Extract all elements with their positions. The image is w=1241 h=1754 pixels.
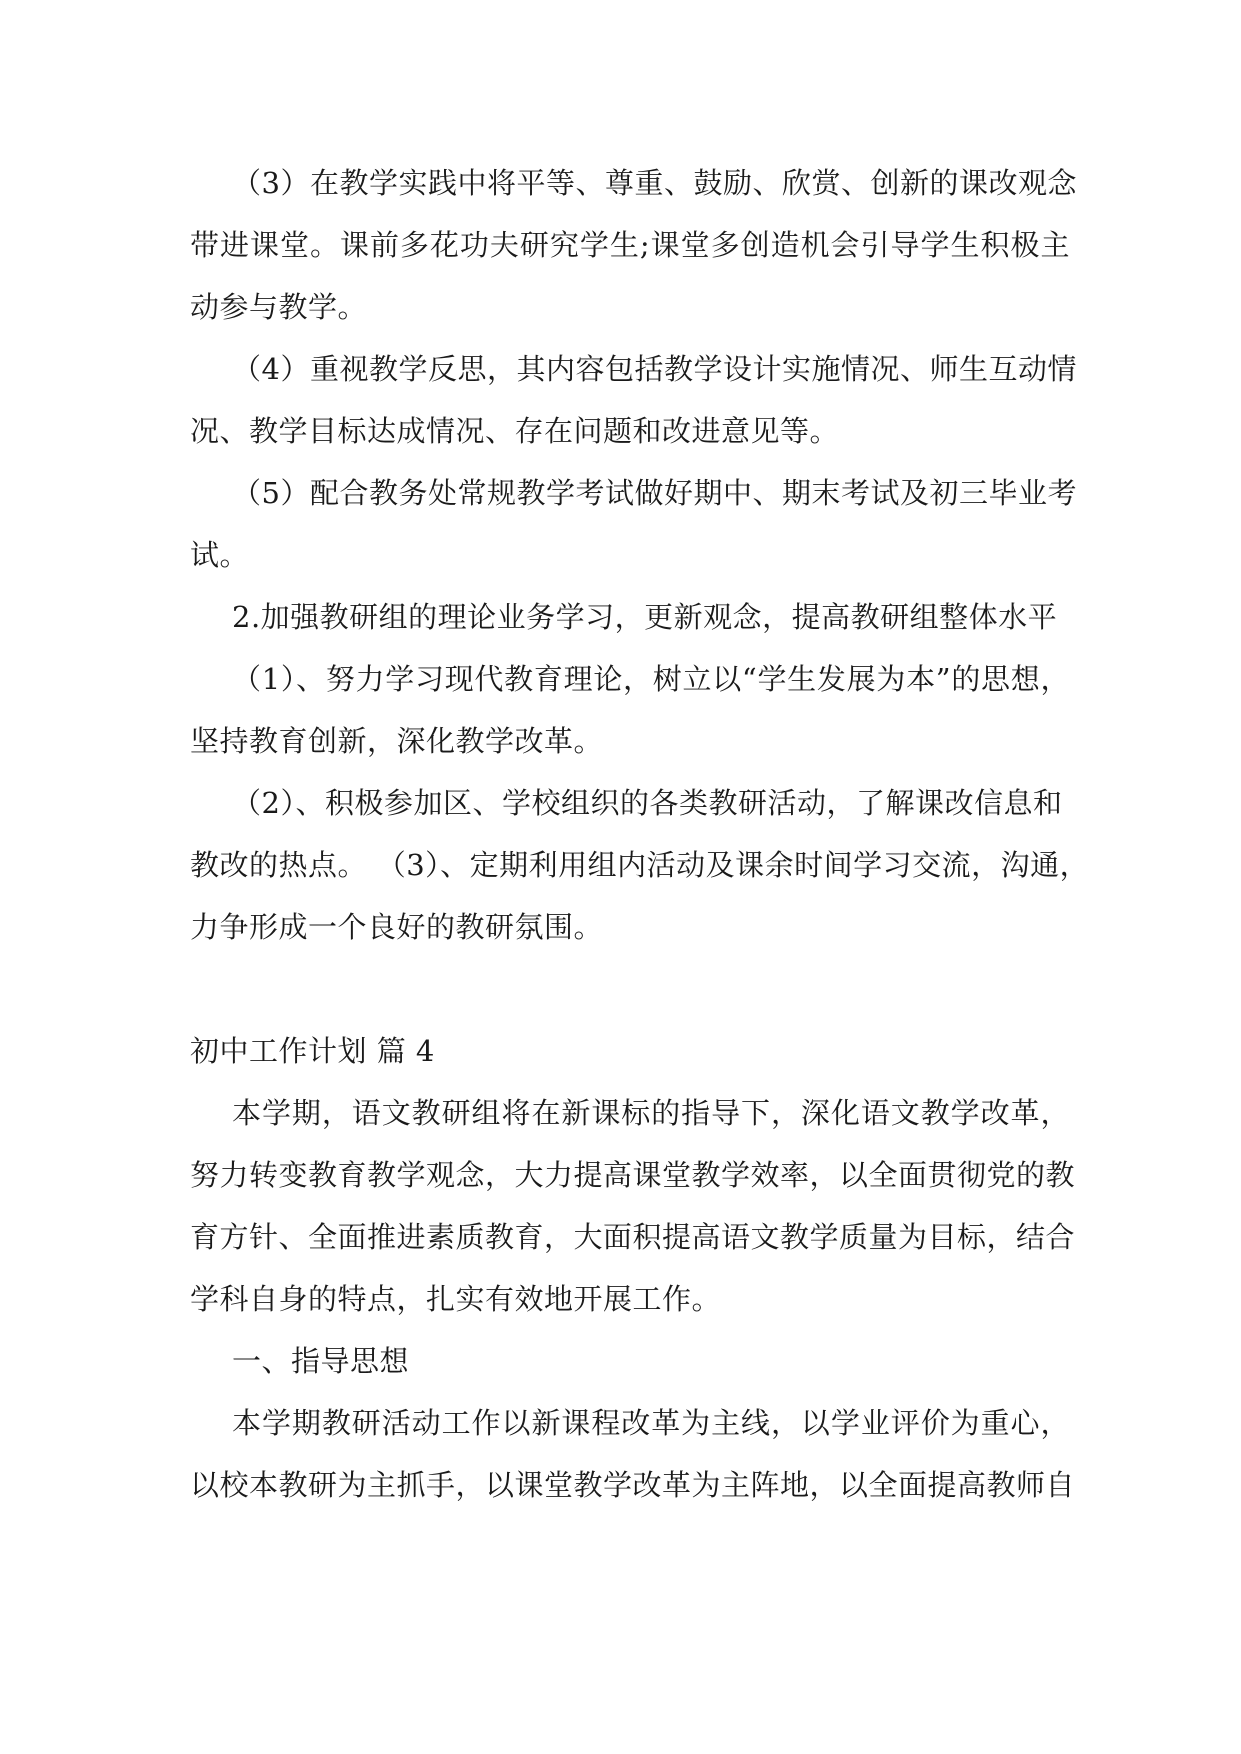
- article-title: 初中工作计划 篇 4: [190, 1034, 435, 1068]
- paragraph-line: （3）在教学实践中将平等、尊重、鼓励、欣赏、创新的课改观念: [232, 166, 1077, 200]
- paragraph-line: 本学期教研活动工作以新课程改革为主线，以学业评价为重心，: [232, 1406, 1070, 1440]
- paragraph-line: 教改的热点。 （3）、定期利用组内活动及课余时间学习交流，沟通，: [190, 848, 1090, 882]
- paragraph-line: 带进课堂。课前多花功夫研究学生;课堂多创造机会引导学生积极主: [190, 228, 1070, 262]
- paragraph-line: （2）、积极参加区、学校组织的各类教研活动，了解课改信息和: [232, 786, 1063, 820]
- paragraph-line: 况、教学目标达成情况、存在问题和改进意见等。: [190, 414, 840, 448]
- section-heading: 一、指导思想: [232, 1344, 410, 1378]
- paragraph-line: 以校本教研为主抓手，以课堂教学改革为主阵地，以全面提高教师自: [190, 1468, 1076, 1502]
- paragraph-line: （1）、努力学习现代教育理论，树立以“学生发展为本”的思想，: [232, 662, 1070, 696]
- paragraph-line: 试。: [190, 538, 250, 572]
- paragraph-line: 本学期，语文教研组将在新课标的指导下，深化语文教学改革，: [232, 1096, 1070, 1130]
- paragraph-line: （5）配合教务处常规教学考试做好期中、期末考试及初三毕业考: [232, 476, 1077, 510]
- section-heading: 2.加强教研组的理论业务学习，更新观念，提高教研组整体水平: [232, 600, 1058, 634]
- paragraph-line: 努力转变教育教学观念，大力提高课堂教学效率，以全面贯彻党的教: [190, 1158, 1076, 1192]
- paragraph-line: 学科自身的特点，扎实有效地开展工作。: [190, 1282, 722, 1316]
- paragraph-line: 坚持教育创新，深化教学改革。: [190, 724, 604, 758]
- paragraph-line: 力争形成一个良好的教研氛围。: [190, 910, 604, 944]
- paragraph-line: 育方针、全面推进素质教育，大面积提高语文教学质量为目标，结合: [190, 1220, 1076, 1254]
- paragraph-line: （4）重视教学反思，其内容包括教学设计实施情况、师生互动情: [232, 352, 1077, 386]
- paragraph-line: 动参与教学。: [190, 290, 368, 324]
